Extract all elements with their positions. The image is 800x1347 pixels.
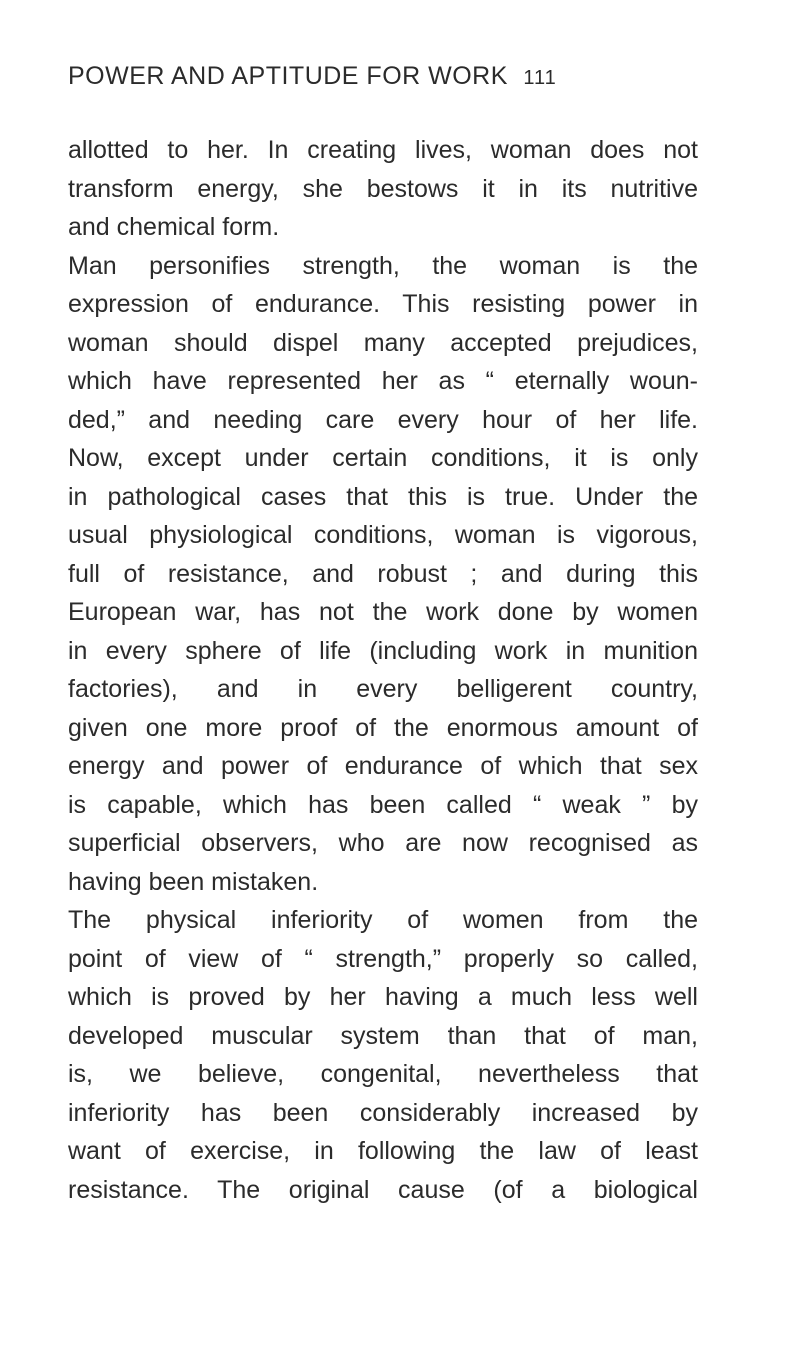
text-line: factories), and in every belligerent country, (68, 675, 698, 703)
text-line: ded,” and needing care every hour of her life. (68, 405, 698, 434)
text-line: allotted to her. In creating lives, woman does not (68, 136, 698, 164)
text-line: inferiority has been considerably increased by (68, 1098, 698, 1127)
text-line: woman should dispel many accepted prejudices, (68, 328, 698, 357)
running-head (68, 62, 688, 98)
text-line: resistance. The original cause (of a biological (68, 1175, 698, 1204)
text-line: in every sphere of life (including work in munition (68, 636, 698, 665)
text-line: having been mistaken. (68, 867, 319, 896)
text-line: point of view of “ strength,” properly so called, (68, 944, 698, 973)
text-line: which have represented her as “ eternally woun- (68, 367, 698, 395)
text-line: is, we believe, congenital, nevertheless that (68, 1060, 698, 1088)
page-number: 111 (523, 67, 557, 89)
text-line: in pathological cases that this is true. Under the (68, 482, 698, 511)
text-line: developed muscular system than that of man, (68, 1021, 698, 1050)
text-line: full of resistance, and robust ; and during this (68, 559, 698, 588)
text-line: The physical inferiority of women from the (68, 906, 698, 934)
text-line: superficial observers, who are now recognised as (68, 829, 698, 857)
text-line: is capable, which has been called “ weak ” by (68, 790, 698, 819)
text-line: expression of endurance. This resisting power in (68, 290, 698, 318)
text-line: Now, except under certain conditions, it is only (68, 444, 698, 472)
text-line: which is proved by her having a much less well (68, 983, 698, 1011)
text-line: given one more proof of the enormous amount of (68, 713, 698, 742)
text-line: energy and power of endurance of which that sex (68, 752, 698, 780)
running-head-title: POWER AND APTITUDE FOR WORK (68, 62, 508, 90)
text-line: want of exercise, in following the law of least (68, 1137, 698, 1165)
text-line: Man personifies strength, the woman is the (68, 251, 698, 280)
body-text (68, 131, 698, 1209)
text-line: European war, has not the work done by women (68, 598, 698, 626)
text-line: usual physiological conditions, woman is vigorous, (68, 521, 698, 549)
text-line: transform energy, she bestows it in its nutritive (68, 174, 698, 203)
text-line: and chemical form. (68, 213, 280, 241)
